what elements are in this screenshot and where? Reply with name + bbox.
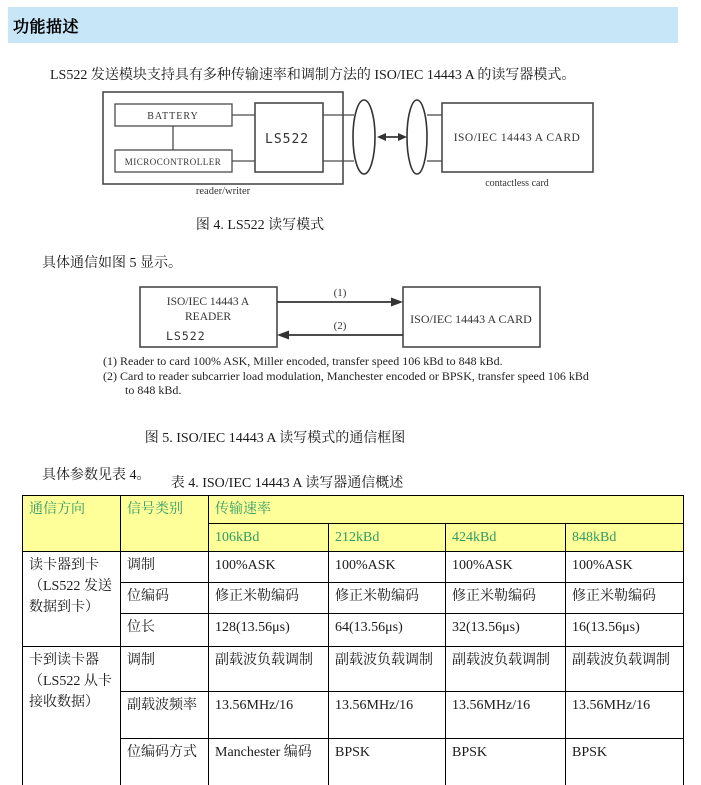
arrow2-label: (2) — [333, 320, 347, 332]
figure4-caption: 图 4. LS522 读写模式 — [195, 218, 325, 233]
table4-caption: 表 4. ISO/IEC 14443 A 读写器通信概述 — [170, 476, 404, 491]
table-cell: 13.56MHz/16 — [329, 692, 446, 739]
table-row — [23, 614, 684, 647]
row-label: 位长 — [121, 614, 209, 647]
table-cell: 13.56MHz/16 — [446, 692, 566, 739]
figure5-caption: 图 5. ISO/IEC 14443 A 读写模式的通信框图 — [144, 431, 406, 446]
header-direction: 通信方向 — [23, 496, 121, 552]
fig5-intro-paragraph: 具体通信如图 5 显示。 — [42, 256, 182, 271]
note-2-continuation: to 848 kBd. — [125, 383, 182, 398]
table-cell: 100%ASK — [209, 552, 329, 583]
table-cell: 修正米勒编码 — [446, 583, 566, 614]
table-cell: 16(13.56μs) — [566, 614, 684, 647]
table-row — [23, 552, 684, 583]
header-speed-424: 424kBd — [446, 524, 566, 552]
reader-box-line1: ISO/IEC 14443 A — [166, 296, 250, 308]
rf-arrowhead-right — [398, 133, 407, 141]
intro-paragraph: LS522 发送模块支持具有多种传输速率和调制方法的 ISO/IEC 14443 A 的读写器模式。 — [50, 68, 576, 83]
row-label: 位编码 — [121, 583, 209, 614]
section-title-bar — [8, 7, 678, 43]
table-row — [23, 583, 684, 614]
ls522-label: LS522 — [265, 132, 310, 147]
table-cell: 副载波负载调制 — [329, 647, 446, 692]
table-intro-paragraph: 具体参数见表 4。 — [42, 468, 151, 483]
header-speed-106: 106kBd — [209, 524, 329, 552]
reader-writer-label: reader/writer — [195, 186, 251, 197]
row-label: 副载波频率 — [121, 692, 209, 739]
reader-box-line2: READER — [185, 311, 231, 323]
card-box-label: ISO/IEC 14443 A CARD — [410, 312, 532, 326]
arrow1-head — [391, 298, 403, 307]
table-row — [23, 692, 684, 739]
header-speed-848: 848kBd — [566, 524, 684, 552]
battery-label: BATTERY — [147, 111, 199, 122]
header-speed: 传输速率 — [209, 496, 684, 524]
row-label: 调制 — [121, 647, 209, 692]
rf-arrowhead-left — [377, 133, 386, 141]
header-speed-212: 212kBd — [329, 524, 446, 552]
figure5-communication-diagram — [130, 282, 550, 354]
table-cell: 13.56MHz/16 — [566, 692, 684, 739]
row-label: 位编码方式 — [121, 739, 209, 785]
reader-antenna-coil — [353, 100, 375, 174]
table-cell: 副载波负载调制 — [446, 647, 566, 692]
table-row — [23, 739, 684, 785]
table-cell: 修正米勒编码 — [209, 583, 329, 614]
direction-reader-to-card: 读卡器到卡（LS522 发送数据到卡） — [23, 552, 121, 647]
table-cell: 100%ASK — [446, 552, 566, 583]
section-title: 功能描述 — [13, 18, 80, 36]
table-cell: BPSK — [329, 739, 446, 785]
microcontroller-label: MICROCONTROLLER — [124, 157, 222, 167]
row-label: 调制 — [121, 552, 209, 583]
table-cell: 64(13.56μs) — [329, 614, 446, 647]
arrow2-head — [277, 331, 289, 340]
note-2: (2) Card to reader subcarrier load modulation, Manchester encoded or BPSK, transfer speed 106 kBd — [103, 368, 589, 383]
reader-box-line3: LS522 — [166, 329, 206, 343]
card-antenna-coil — [407, 100, 427, 174]
communication-table — [22, 495, 684, 785]
table-cell: Manchester 编码 — [209, 739, 329, 785]
table-cell: 修正米勒编码 — [329, 583, 446, 614]
table-cell: 13.56MHz/16 — [209, 692, 329, 739]
table-cell: 副载波负载调制 — [209, 647, 329, 692]
figure5-notes — [103, 354, 603, 398]
table-cell: 100%ASK — [329, 552, 446, 583]
table-cell: BPSK — [566, 739, 684, 785]
table-cell: 100%ASK — [566, 552, 684, 583]
card-box-label: ISO/IEC 14443 A CARD — [453, 132, 581, 144]
figure4-reader-writer-diagram — [93, 88, 613, 198]
table-row — [23, 647, 684, 692]
note-1: (1) Reader to card 100% ASK, Miller encoded, transfer speed 106 kBd to 848 kBd. — [103, 354, 503, 368]
table-cell: 修正米勒编码 — [566, 583, 684, 614]
table-cell: 副载波负载调制 — [566, 647, 684, 692]
contactless-card-label: contactless card — [485, 178, 549, 189]
table-cell: BPSK — [446, 739, 566, 785]
direction-card-to-reader: 卡到读卡器（LS522 从卡接收数据） — [23, 647, 121, 785]
header-signal: 信号类别 — [121, 496, 209, 552]
arrow1-label: (1) — [333, 287, 347, 299]
table-cell: 32(13.56μs) — [446, 614, 566, 647]
table-cell: 128(13.56μs) — [209, 614, 329, 647]
table-header-row-1 — [23, 496, 684, 524]
